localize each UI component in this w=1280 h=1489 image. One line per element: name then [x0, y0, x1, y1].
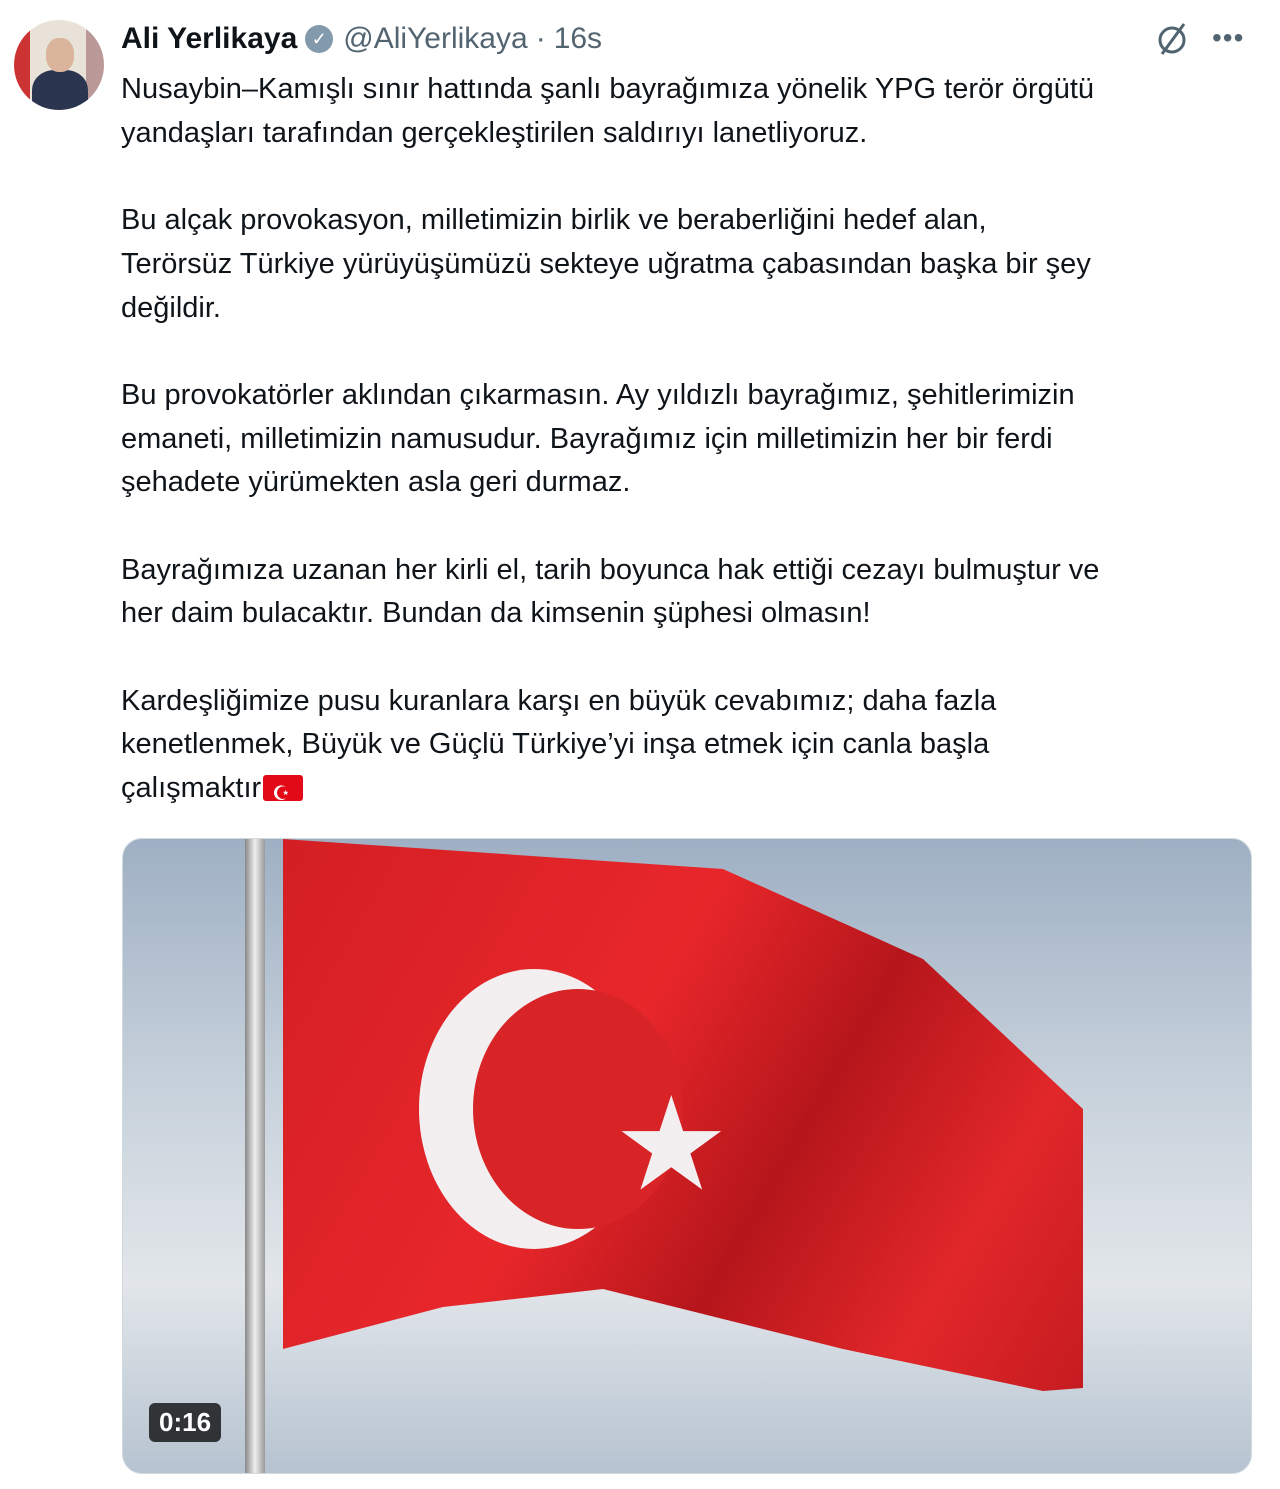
- video-duration: 0:16: [149, 1403, 221, 1442]
- tweet-text: [121, 68, 1261, 855]
- tweet-header: [121, 22, 602, 56]
- more-icon[interactable]: •••: [1212, 22, 1245, 53]
- grok-icon[interactable]: [1154, 22, 1190, 58]
- author-handle[interactable]: @AliYerlikaya: [343, 22, 528, 55]
- paragraph: Bayrağımıza uzanan her kirli el, tarih boyunca hak ettiği cezayı bulmuştur ve her daim bulacaktır. Bundan da kimsenin şüphesi olmasın!: [121, 553, 1100, 630]
- verified-badge-icon[interactable]: ✓: [305, 25, 333, 53]
- avatar[interactable]: [14, 20, 104, 110]
- avatar-suit: [32, 70, 88, 110]
- paragraph: Nusaybin–Kamışlı sınır hattında şanlı bayrağımıza yönelik YPG terör örgütü yandaşları tarafından gerçekleştirilen saldırıyı lanetliyoruz.: [121, 73, 1095, 149]
- paragraph: Bu provokatörler aklından çıkarmasın. Ay yıldızlı bayrağımız, şehitlerimizin emaneti, milletimizin namusudur. Bayrağımız için milletimizin her bir ferdi şehadete yürümekten asla geri durmaz.: [121, 378, 1075, 499]
- flagpole: [245, 839, 265, 1473]
- turkey-flag-emoji-icon: [263, 775, 303, 801]
- author-name[interactable]: Ali Yerlikaya: [121, 22, 298, 55]
- tweet-time[interactable]: 16s: [553, 22, 603, 55]
- avatar-face: [46, 38, 74, 72]
- star-icon: ★: [613, 1071, 730, 1217]
- paragraph-last: [121, 680, 1261, 811]
- paragraph: Bu alçak provokasyon, milletimizin birlik ve beraberliğini hedef alan, Terörsüz Türkiye yürüyüşümüzü sekteye uğratma çabasından başka bir şey değildir.: [121, 204, 1091, 324]
- video-player[interactable]: [122, 838, 1252, 1474]
- paragraph: Kardeşliğimize pusu kuranlara karşı en büyük cevabımız; daha fazla kenetlenmek, Büyük ve Güçlü Türkiye’yi inşa etmek için canla başla çalışmaktır: [121, 684, 997, 805]
- separator: ·: [535, 22, 546, 55]
